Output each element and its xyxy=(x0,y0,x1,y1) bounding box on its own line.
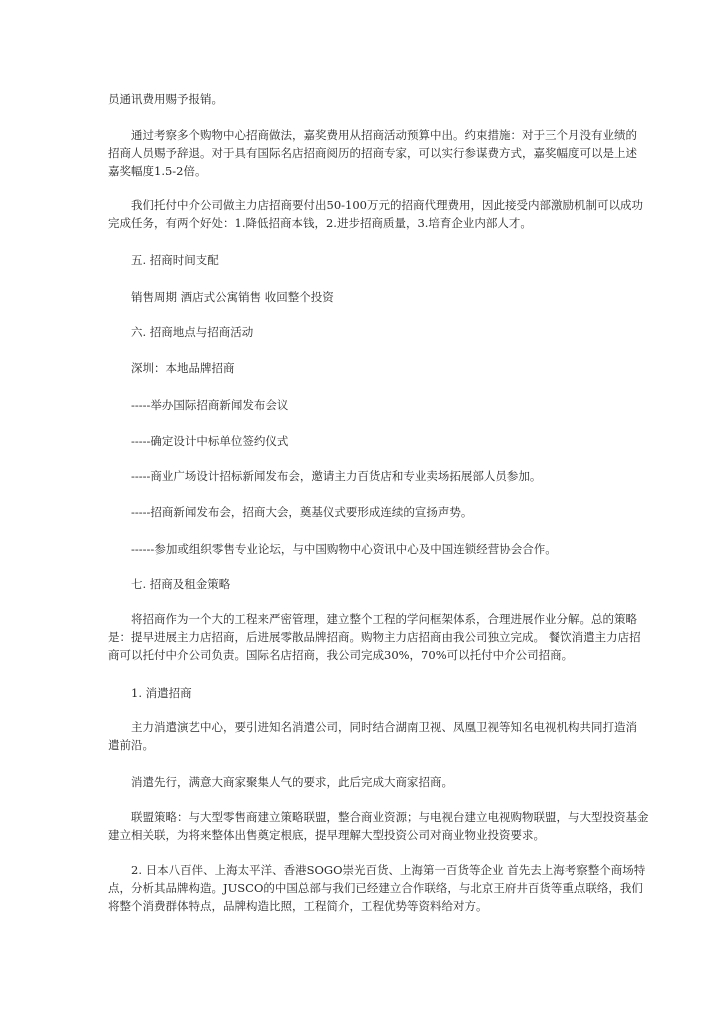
text-line: 员通讯费用赐予报销。 xyxy=(108,92,223,106)
paragraph-strategy xyxy=(108,610,641,664)
text-line: 点，分析其品牌构造。JUSCO的中国总部与我们已经建立合作联络，与北京王府井百货等重点联络，我们 xyxy=(108,881,643,895)
text-line: 通过考察多个购物中心招商做法，嘉奖费用从招商活动预算中出。约束措施：对于三个月没有业绩的 xyxy=(131,128,637,142)
subheading-entertainment: 1. 消遣招商 xyxy=(131,686,192,700)
text-line: 商可以托付中介公司负责。国际名店招商，我公司完成30%，70%可以托付中介公司招商。 xyxy=(108,648,574,662)
paragraph-agency-fee xyxy=(108,196,643,232)
text-line: 建立相关联，为将来整体出售奠定根底，提早理解大型投资公司对商业物业投资要求。 xyxy=(108,828,545,842)
text-line: 2. 日本八百伴、上海太平洋、香港SOGO崇光百货、上海第一百货等企业 首先去上海考察整个商场特 xyxy=(131,863,646,877)
text-line: 将招商作为一个大的工程来严密管理，建立整个工程的学问框架体系，合理进展作业分解。总的策略 xyxy=(131,612,637,626)
paragraph-entertainment-center xyxy=(108,718,637,754)
schedule-line: 销售周期 酒店式公寓销售 收回整个投资 xyxy=(131,290,334,304)
section-heading-6: 六. 招商地点与招商活动 xyxy=(131,325,254,339)
activity-item: -----商业广场设计招标新闻发布会，邀请主力百货店和专业卖场拓展部人员参加。 xyxy=(131,469,542,483)
section-heading-7: 七. 招商及租金策略 xyxy=(131,577,231,591)
activity-item: ------参加或组织零售专业论坛，与中国购物中心资讯中心及中国连锁经营协会合作。 xyxy=(131,542,557,556)
text-line: 我们托付中介公司做主力店招商要付出50-100万元的招商代理费用，因此接受内部激励机制可以成功 xyxy=(131,198,643,212)
activity-item: -----招商新闻发布会，招商大会，奠基仪式要形成连续的宣扬声势。 xyxy=(131,505,473,519)
text-line: 招商人员赐予辞退。对于具有国际名店招商阅历的招商专家，可以实行参谋费方式，嘉奖幅度可以是上述 xyxy=(108,146,637,160)
text-line: 嘉奖幅度1.5-2倍。 xyxy=(108,164,207,178)
activity-item: -----举办国际招商新闻发布会议 xyxy=(131,398,289,412)
activity-item: -----确定设计中标单位签约仪式 xyxy=(131,434,289,448)
paragraph-reimbursement xyxy=(108,90,614,108)
text-line: 主力消遣演艺中心，要引进知名消遣公司，同时结合湖南卫视、凤凰卫视等知名电视机构共同打造消 xyxy=(131,720,637,734)
text-line: 将整个消费群体特点，品牌构造比照，工程简介，工程优势等资料给对方。 xyxy=(108,899,488,913)
section-heading-5: 五. 招商时间支配 xyxy=(131,253,219,267)
text-line: 是：提早进展主力店招商，后进展零散品牌招商。购物主力店招商由我公司独立完成。 餐饮消遣主力店招 xyxy=(108,630,641,644)
paragraph-department-stores xyxy=(108,861,646,915)
text-line: 联盟策略：与大型零售商建立策略联盟，整合商业资源；与电视台建立电视购物联盟，与大型投资基金 xyxy=(131,810,649,824)
paragraph-alliance xyxy=(108,808,649,844)
text-line: 遣前沿。 xyxy=(108,738,154,752)
text-line: 完成任务，有两个好处：1.降低招商本钱，2.进步招商质量，3.培育企业内部人才。 xyxy=(108,216,532,230)
shenzhen-line: 深圳：本地品牌招商 xyxy=(131,361,235,375)
paragraph-entertainment-first: 消遣先行，满意大商家聚集人气的要求，此后完成大商家招商。 xyxy=(131,775,453,789)
paragraph-incentive xyxy=(108,126,637,180)
